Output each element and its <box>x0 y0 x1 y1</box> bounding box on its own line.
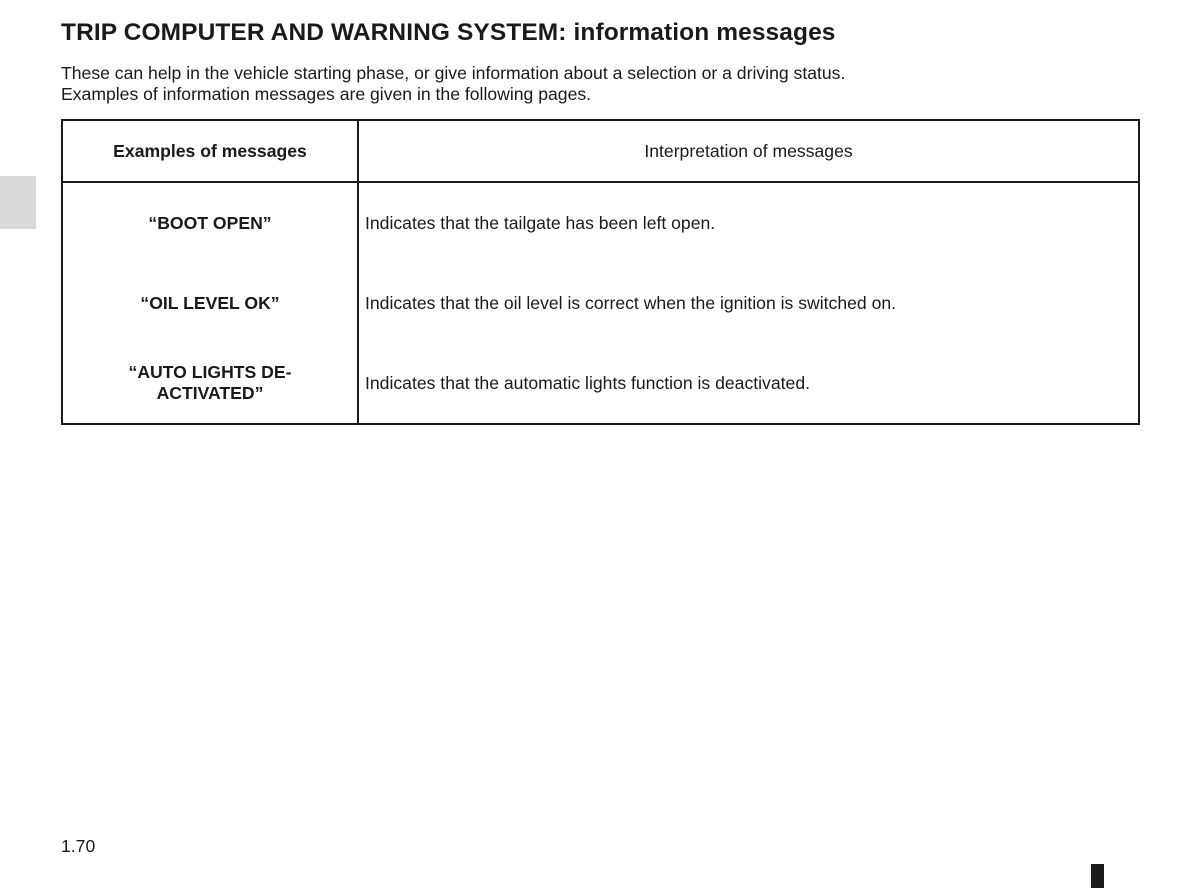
page-corner-marker <box>1091 864 1104 888</box>
message-example: “AUTO LIGHTS DE-ACTIVATED” <box>62 343 358 424</box>
intro-line-1: These can help in the vehicle starting phase, or give information about a selection or a driving status. <box>61 63 846 83</box>
intro-line-2: Examples of information messages are given in the following pages. <box>61 84 592 104</box>
page-title: TRIP COMPUTER AND WARNING SYSTEM: information messages <box>61 19 836 46</box>
table-header-row <box>62 120 1139 182</box>
message-interpretation: Indicates that the automatic lights function is deactivated. <box>358 343 1139 424</box>
messages-table <box>61 119 1140 425</box>
header-interpretation: Interpretation of messages <box>358 120 1139 182</box>
table-row <box>62 343 1139 424</box>
message-interpretation: Indicates that the tailgate has been left open. <box>358 182 1139 263</box>
message-interpretation: Indicates that the oil level is correct when the ignition is switched on. <box>358 263 1139 343</box>
message-example: “OIL LEVEL OK” <box>62 263 358 343</box>
intro-text <box>61 63 845 105</box>
table-row <box>62 182 1139 263</box>
table-row <box>62 263 1139 343</box>
section-tab-marker <box>0 176 36 229</box>
page-number: 1.70 <box>61 836 96 856</box>
header-examples: Examples of messages <box>62 120 358 182</box>
message-example: “BOOT OPEN” <box>62 182 358 263</box>
